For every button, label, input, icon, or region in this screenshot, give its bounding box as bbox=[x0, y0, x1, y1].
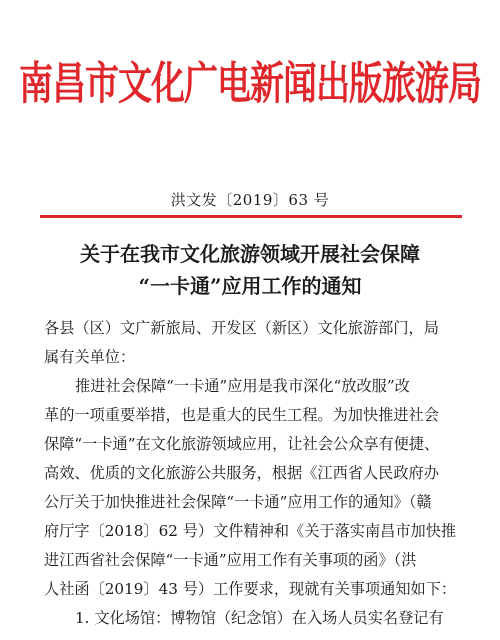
body-line: 进江西省社会保障“一卡通”应用工作有关事项的函》（洪 bbox=[44, 551, 417, 569]
body-line: 各县（区）文广新旅局、开发区（新区）文化旅游部门，局 bbox=[44, 319, 439, 337]
body-line: 推进社会保障“一卡通”应用是我市深化“放改服”改 bbox=[75, 377, 410, 395]
org-header: 南昌市文化广电新闻出版旅游局 bbox=[19, 58, 481, 111]
document-number: 洪文发〔2019〕63 号 bbox=[170, 191, 330, 209]
document-title-line-2: “一卡通”应用工作的通知 bbox=[138, 274, 362, 298]
document-title-line-1: 关于在我市文化旅游领域开展社会保障 bbox=[80, 242, 420, 266]
body-line: 府厅字〔2018〕62 号）文件精神和《关于落实南昌市加快推 bbox=[44, 522, 457, 540]
header-divider bbox=[40, 215, 462, 218]
body-line: 革的一项重要举措，也是重大的民生工程。为加快推进社会 bbox=[44, 406, 439, 424]
body-line: 保障“一卡通”在文化旅游领域应用，让社会公众享有便捷、 bbox=[44, 435, 440, 453]
body-line: 人社函〔2019〕43 号）工作要求，现就有关事项通知如下： bbox=[44, 580, 457, 598]
body-line: 公厅关于加快推进社会保障“一卡通”应用工作的通知》（赣 bbox=[44, 493, 432, 511]
body-line: 高效、优质的文化旅游公共服务，根据《江西省人民政府办 bbox=[44, 464, 439, 482]
body-line: 1. 文化场馆：博物馆（纪念馆）在入场人员实名登记有 bbox=[75, 609, 444, 627]
body-line: 属有关单位： bbox=[44, 348, 136, 366]
